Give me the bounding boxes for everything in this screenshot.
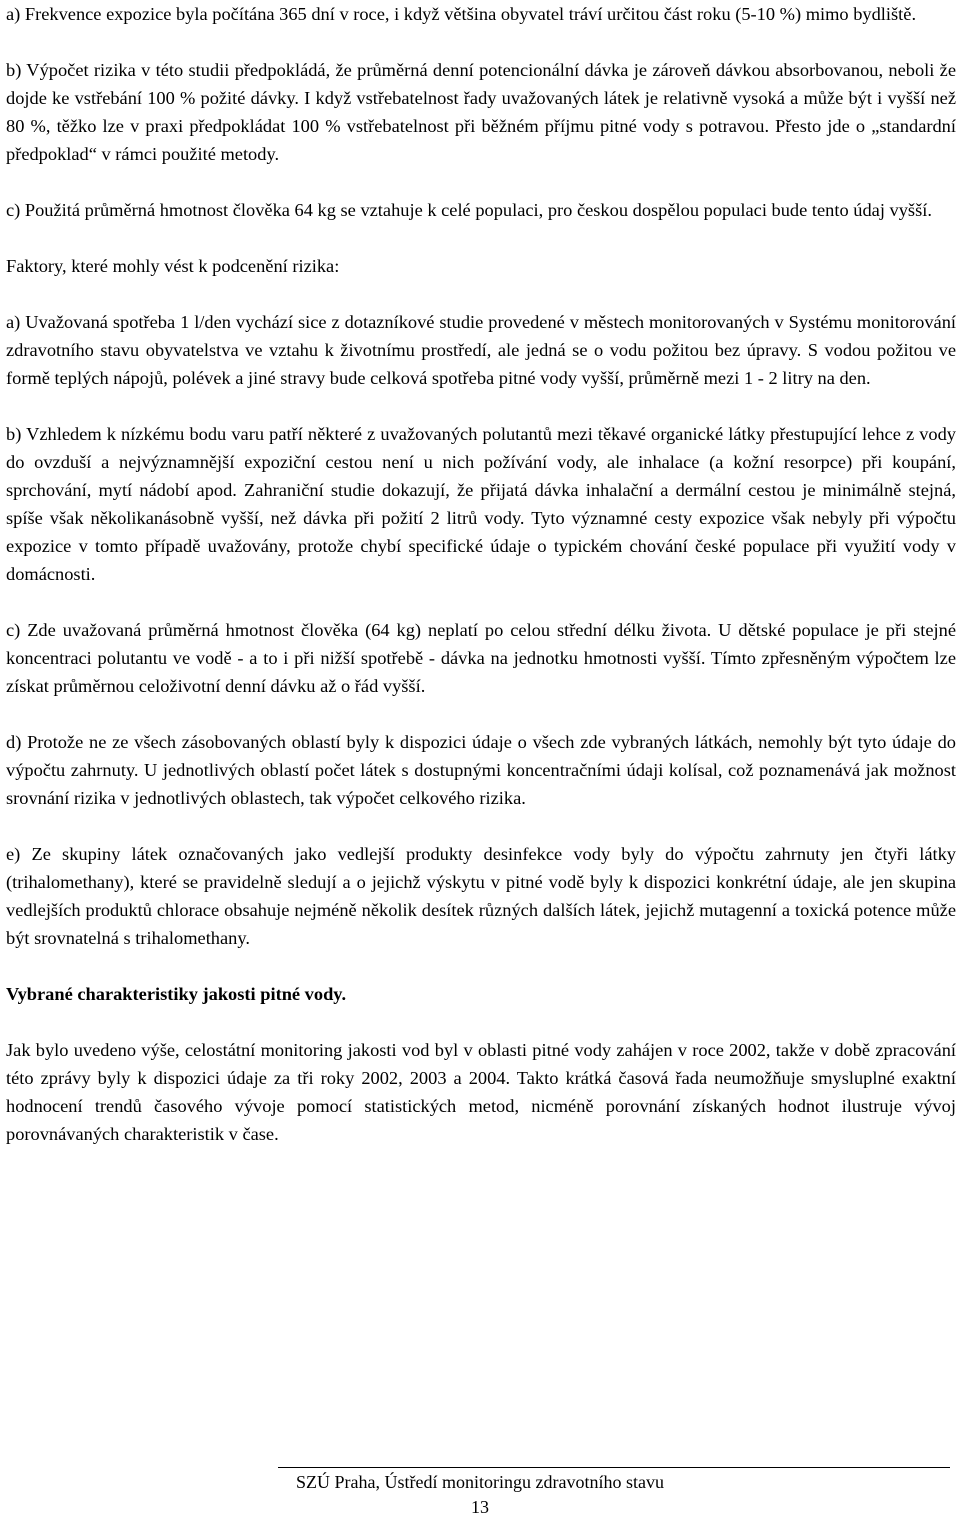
paragraph-child-weight: c) Zde uvažovaná průměrná hmotnost člověka (64 kg) neplatí po celou střední délku života. U dětské populace je při stejné koncentraci polutantu ve vodě - a to i při nižší spotřebě - dávka na jednotku hmotnosti vyšší. Tímto zpřesněným výpočtem lze získat průměrnou celoživotní denní dávku až o řád vyšší. [6,620,956,696]
paragraph-consumption: a) Uvažovaná spotřeba 1 l/den vychází sice z dotazníkové studie provedené v městech monitorovaných v Systému monitorování zdravotního stavu obyvatelstva ve vztahu k životnímu prostředí, ale jedná se o vodu požitou bez úpravy. S vodou požitou ve formě teplých nápojů, polévek a jiné stravy bude celková spotřeba pitné vody vyšší, průměrně mezi 1 - 2 litry na den. [6,312,956,388]
footer-institution: SZÚ Praha, Ústředí monitoringu zdravotního stavu [296,1472,664,1492]
paragraph-body-weight: c) Použitá průměrná hmotnost člověka 64 kg se vztahuje k celé populaci, pro českou dospělou populaci bude tento údaj vyšší. [6,200,932,220]
paragraph-volatile: b) Vzhledem k nízkému bodu varu patří některé z uvažovaných polutantů mezi těkavé organické látky přestupující lehce z vody do ovzduší a nejvýznamnější expoziční cestou není u nich požívání vody, ale inhalace (a kožní resorpce) při koupání, sprchování, mytí nádobí apod. Zahraniční studie dokazují, že přijatá dávka inhalační a dermální cestou je minimálně stejná, spíše však několikanásobně vyšší, než dávka při požití 2 litrů vody. Tyto významné cesty expozice však nebyly při výpočtu expozice v tomto případě uvažovány, protože chybí specifické údaje o typickém chování české populace při využití vody v domácnosti. [6,424,956,584]
paragraph-byproducts: e) Ze skupiny látek označovaných jako vedlejší produkty desinfekce vody byly do výpočtu zahrnuty jen čtyři látky (trihalomethany), které se pravidelně sledují a o jejichž výskytu v pitné vodě byly k dispozici konkrétní údaje, ale jen skupina vedlejších produktů chlorace obsahuje nejméně několik desítek různých dalších látek, jejichž mutagenní a toxická potence může být srovnatelná s trihalomethany. [6,844,956,948]
page-footer [0,1470,960,1520]
section-heading: Vybrané charakteristiky jakosti pitné vody. [6,984,347,1004]
paragraph-frequency: a) Frekvence expozice byla počítána 365 dní v roce, i když většina obyvatel tráví určitou část roku (5-10 %) mimo bydliště. [6,4,917,24]
document-body [6,0,956,1148]
page-number: 13 [471,1497,489,1517]
paragraph-absorption: b) Výpočet rizika v této studii předpokládá, že průměrná denní potencionální dávka je zároveň dávkou absorbovanou, neboli že dojde ke vstřebání 100 % požité dávky. I když vstřebatelnost řady uvažovaných látek je relativně vysoká a může být i vyšší než 80 %, těžko lze v praxi předpokládat 100 % vstřebatelnost při běžném příjmu pitné vody s potravou. Přesto jde o „standardní předpoklad“ v rámci použité metody. [6,60,956,164]
paragraph-data-gaps: d) Protože ne ze všech zásobovaných oblastí byly k dispozici údaje o všech zde vybraných látkách, nemohly být tyto údaje do výpočtu zahrnuty. U jednotlivých oblastí počet látek s dostupnými koncentračními údaji kolísal, což poznamenává jak možnost srovnání rizika v jednotlivých oblastech, tak výpočet celkového rizika. [6,732,956,808]
paragraph-monitoring: Jak bylo uvedeno výše, celostátní monitoring jakosti vod byl v oblasti pitné vody zahájen v roce 2002, takže v době zpracování této zprávy byly k dispozici údaje za tři roky 2002, 2003 a 2004. Takto krátká časová řada neumožňuje smysluplné exaktní hodnocení trendů časového vývoje pomocí statistických metod, nicméně porovnání získaných hodnot ilustruje vývoj porovnávaných charakteristik v čase. [6,1040,956,1144]
paragraph-underestimation-intro: Faktory, které mohly vést k podcenění rizika: [6,256,340,276]
footer-divider [278,1467,950,1468]
